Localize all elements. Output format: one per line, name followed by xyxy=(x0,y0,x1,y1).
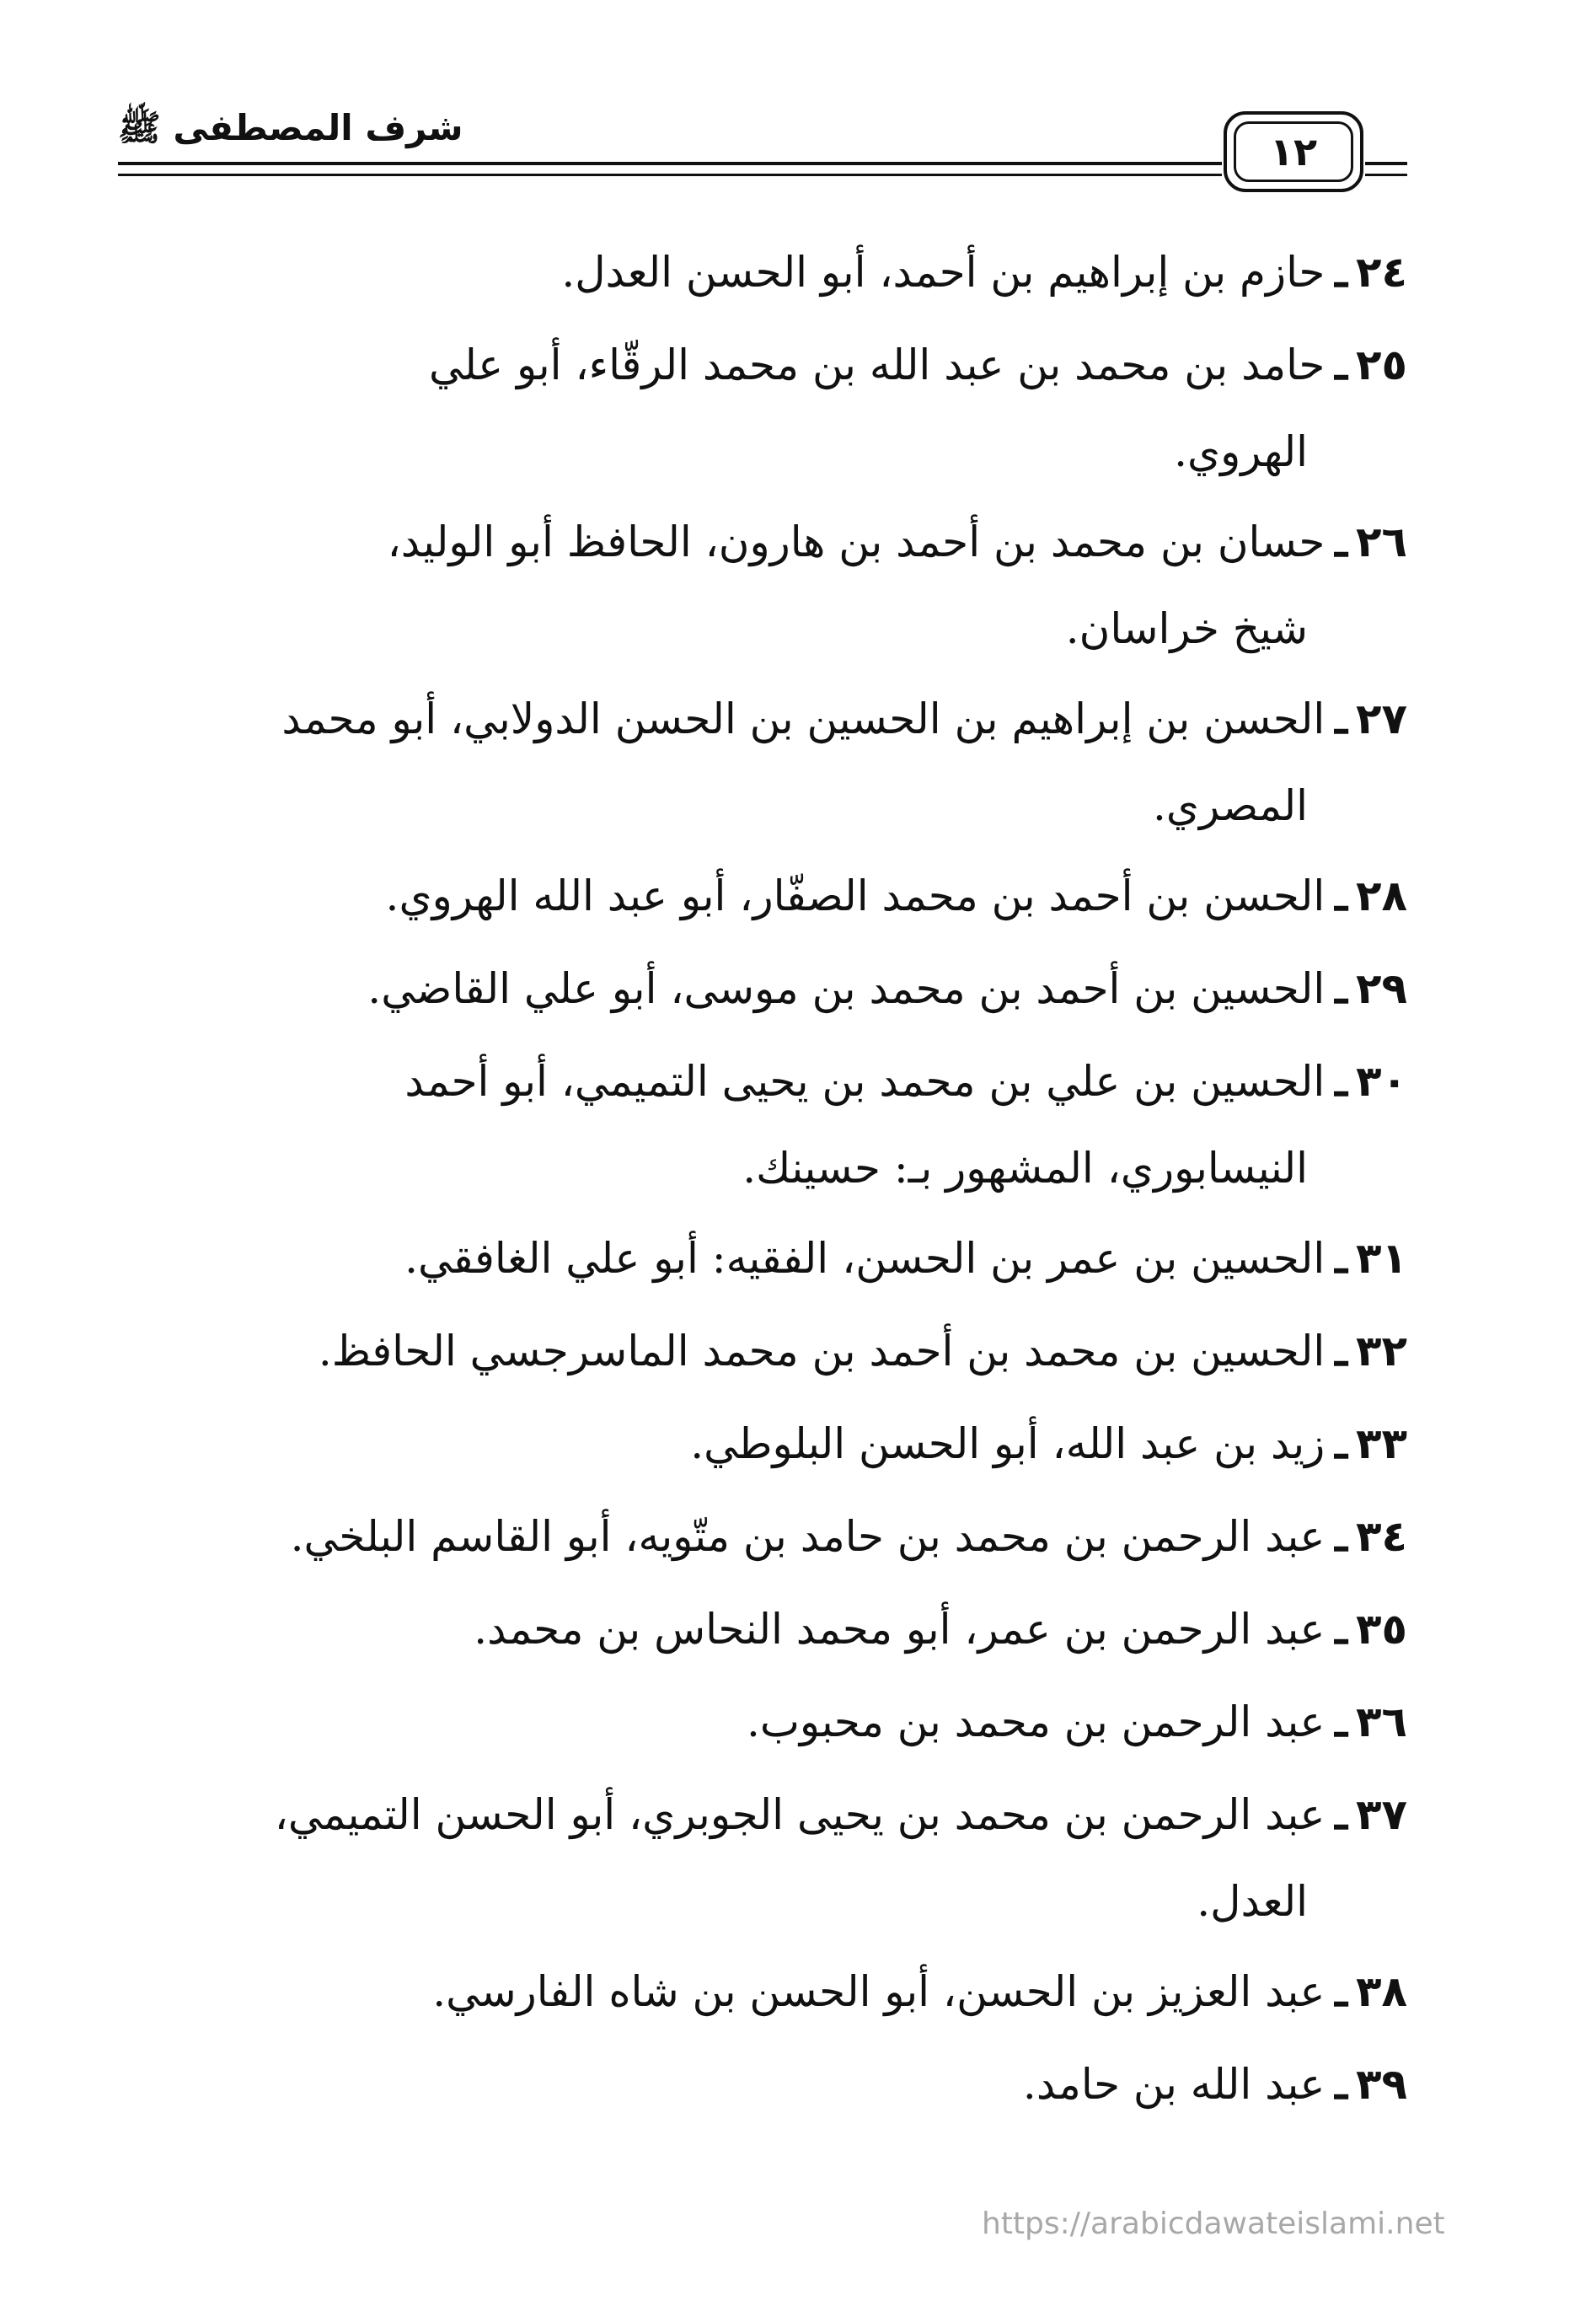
entry-dash: ـ xyxy=(1335,1966,1347,2016)
list-item xyxy=(118,1399,1407,1488)
entry-dash: ـ xyxy=(1335,871,1347,920)
entry-number: ٢٧ xyxy=(1355,694,1407,743)
entry-dash: ـ xyxy=(1335,1056,1347,1106)
narrator-list xyxy=(118,228,1407,2132)
entry-dash: ـ xyxy=(1335,1789,1347,1839)
list-item xyxy=(118,1585,1407,1674)
entry-dash: ـ xyxy=(1335,247,1347,297)
entry-continuation: النيسابوري، المشهور بـ: حسينك. xyxy=(742,1144,1308,1193)
entry-continuation: شيخ خراسان. xyxy=(1065,604,1308,653)
entry-number: ٣٥ xyxy=(1355,1605,1407,1654)
entry-text: الحسن بن إبراهيم بن الحسين بن الحسن الدولابي، أبو محمد xyxy=(281,694,1326,743)
header-rule xyxy=(1365,162,1407,165)
entry-number: ٣١ xyxy=(1355,1234,1407,1283)
entry-text: عبد الرحمن بن عمر، أبو محمد النحاس بن محمد. xyxy=(474,1605,1326,1654)
list-item xyxy=(118,674,1407,848)
entry-continuation: الهروي. xyxy=(1174,427,1308,476)
page-number-frame xyxy=(1224,111,1363,192)
list-item xyxy=(118,228,1407,317)
entry-number: ٢٩ xyxy=(1355,964,1407,1013)
entry-dash: ـ xyxy=(1335,340,1347,389)
entry-number: ٣٩ xyxy=(1355,2060,1407,2109)
header-rule xyxy=(1365,174,1407,176)
entry-number: ٣٧ xyxy=(1355,1790,1407,1839)
list-item xyxy=(118,2040,1407,2129)
entry-text: حازم بن إبراهيم بن أحمد، أبو الحسن العدل. xyxy=(561,248,1326,297)
entry-number: ٣٤ xyxy=(1355,1512,1407,1561)
entry-text: الحسين بن عمر بن الحسن، الفقيه: أبو علي الغافقي. xyxy=(404,1234,1326,1283)
list-item xyxy=(118,1214,1407,1303)
entry-text: الحسين بن أحمد بن محمد بن موسى، أبو علي القاضي. xyxy=(367,964,1326,1013)
entry-dash: ـ xyxy=(1335,1697,1347,1746)
entry-dash: ـ xyxy=(1335,963,1347,1013)
entry-text: الحسين بن محمد بن أحمد بن محمد الماسرجسي الحافظ. xyxy=(318,1327,1326,1376)
entry-text: حسان بن محمد بن أحمد بن هارون، الحافظ أبو الوليد، xyxy=(387,517,1326,566)
entry-dash: ـ xyxy=(1335,1418,1347,1468)
list-item xyxy=(118,1306,1407,1396)
entry-number: ٢٤ xyxy=(1355,248,1407,297)
watermark-url: https://arabicdawateislami.net xyxy=(982,2207,1445,2241)
list-item xyxy=(118,1677,1407,1767)
entry-number: ٣٢ xyxy=(1355,1327,1407,1376)
header-rule xyxy=(118,174,1222,176)
entry-dash: ـ xyxy=(1335,694,1347,743)
list-item xyxy=(118,1037,1407,1210)
running-title: شرف المصطفى ﷺ xyxy=(118,107,463,148)
entry-text: عبد الله بن حامد. xyxy=(1022,2060,1326,2109)
entry-text: الحسن بن أحمد بن محمد الصفّار، أبو عبد الله الهروي. xyxy=(385,871,1326,920)
list-item xyxy=(118,497,1407,671)
entry-number: ٢٦ xyxy=(1355,517,1407,566)
header-rule xyxy=(118,162,1222,165)
page-number: ١٢ xyxy=(1234,121,1353,182)
entry-continuation: المصري. xyxy=(1152,781,1308,830)
entry-text: عبد العزيز بن الحسن، أبو الحسن بن شاه الفارسي. xyxy=(432,1967,1326,2016)
entry-text: حامد بن محمد بن عبد الله بن محمد الرقّاء، أبو علي xyxy=(428,341,1326,389)
entry-dash: ـ xyxy=(1335,1604,1347,1654)
entry-dash: ـ xyxy=(1335,1233,1347,1283)
entry-text: زيد بن عبد الله، أبو الحسن البلوطي. xyxy=(690,1419,1326,1468)
entry-number: ٣٠ xyxy=(1355,1057,1407,1106)
list-item xyxy=(118,944,1407,1033)
entry-text: عبد الرحمن بن محمد بن يحيى الجوبري، أبو الحسن التميمي، xyxy=(274,1790,1326,1839)
entry-continuation: العدل. xyxy=(1197,1877,1308,1926)
entry-number: ٢٨ xyxy=(1355,871,1407,920)
entry-text: الحسين بن علي بن محمد بن يحيى التميمي، أبو أحمد xyxy=(404,1057,1326,1106)
entry-number: ٣٣ xyxy=(1355,1419,1407,1468)
entry-number: ٣٦ xyxy=(1355,1697,1407,1746)
list-item xyxy=(118,320,1407,494)
entry-number: ٣٨ xyxy=(1355,1967,1407,2016)
entry-text: عبد الرحمن بن محمد بن محبوب. xyxy=(746,1697,1326,1746)
entry-dash: ـ xyxy=(1335,2059,1347,2109)
list-item xyxy=(118,851,1407,941)
entry-dash: ـ xyxy=(1335,517,1347,566)
list-item xyxy=(118,1770,1407,1944)
list-item xyxy=(118,1492,1407,1581)
entry-text: عبد الرحمن بن محمد بن حامد بن متّويه، أبو القاسم البلخي. xyxy=(290,1512,1326,1561)
entry-number: ٢٥ xyxy=(1355,341,1407,389)
entry-dash: ـ xyxy=(1335,1511,1347,1561)
entry-dash: ـ xyxy=(1335,1326,1347,1376)
list-item xyxy=(118,1947,1407,2036)
page-header xyxy=(118,101,1407,202)
